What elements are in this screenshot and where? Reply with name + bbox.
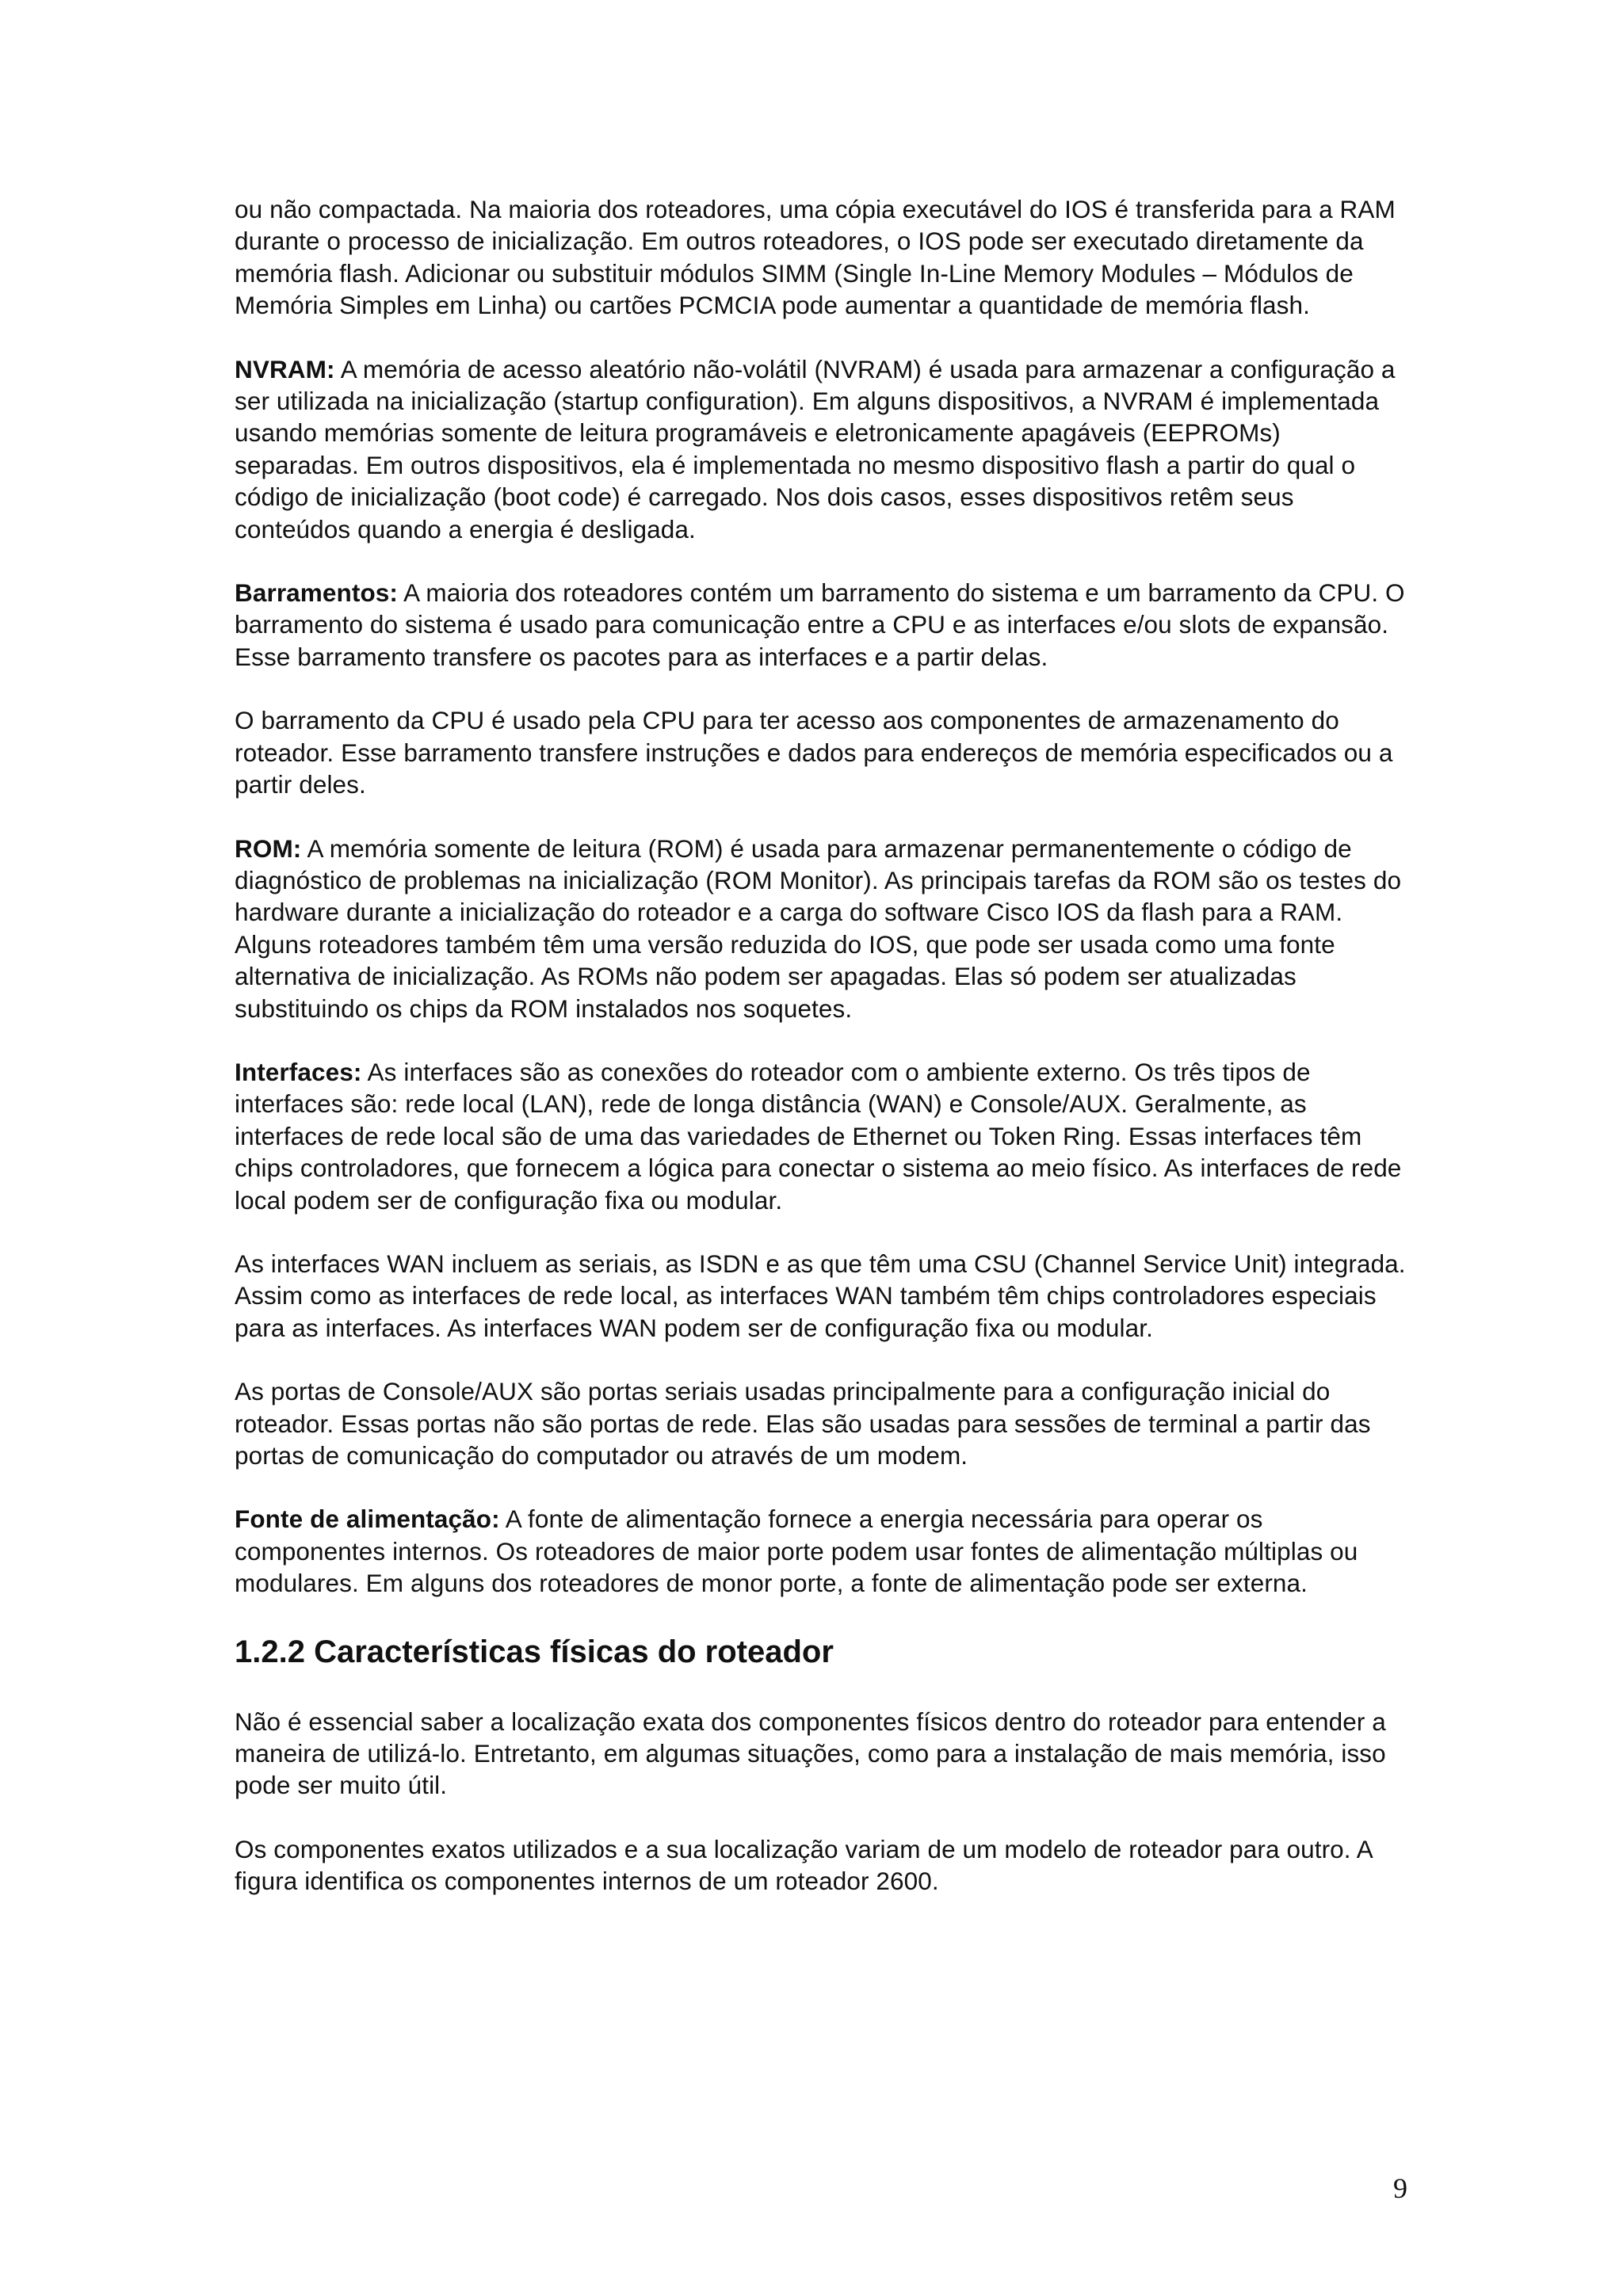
paragraph-text: A maioria dos roteadores contém um barramento do sistema e um barramento da CPU. O barramento do sistema é usado para comunicação entre a CPU e as interfaces e/ou slots de expansão. Esse barramento transfere os pacotes para as interfaces e a partir delas. [235, 578, 1405, 671]
paragraph-cpu-bus [235, 704, 1407, 800]
page-content [235, 193, 1407, 1929]
paragraph-text: As portas de Console/AUX são portas seriais usadas principalmente para a configuração inicial do roteador. Essas portas não são portas de rede. Elas são usadas para sessões de terminal a partir das portas de comunicação do computador ou através de um modem. [235, 1377, 1371, 1470]
paragraph-text: A memória somente de leitura (ROM) é usada para armazenar permanentemente o código de diagnóstico de problemas na inicialização (ROM Monitor). As principais tarefas da ROM são os testes do hardware durante a inicialização do roteador e a carga do software Cisco IOS da flash para a RAM. Alguns roteadores também têm uma versão reduzida do IOS, que pode ser usada como uma fonte alternativa de inicialização. As ROMs não podem ser apagadas. Elas só podem ser atualizadas substituindo os chips da ROM instalados nos soquetes. [235, 833, 1402, 1023]
paragraph-text: ou não compactada. Na maioria dos roteadores, uma cópia executável do IOS é transferida para a RAM durante o processo de inicialização. Em outros roteadores, o IOS pode ser executado diretamente da memória flash. Adicionar ou substituir módulos SIMM (Single In-Line Memory Modules – Módulos de Memória Simples em Linha) ou cartões PCMCIA pode aumentar a quantidade de memória flash. [235, 195, 1396, 320]
paragraph-wan-interfaces [235, 1248, 1407, 1344]
term-rom: ROM: [235, 833, 302, 863]
page-number: 9 [1393, 2172, 1407, 2204]
term-barramentos: Barramentos: [235, 578, 399, 608]
term-fonte-de-alimentacao: Fonte de alimentação: [235, 1505, 500, 1534]
paragraph-text: A memória de acesso aleatório não-volátil (NVRAM) é usada para armazenar a configuração a ser utilizada na inicialização (startup configuration). Em alguns dispositivos, a NVRAM é implementada usando memórias somente de leitura programáveis e eletronicamente apagáveis (EEPROMs) separadas. Em outros dispositivos, ela é implementada no mesmo dispositivo flash a partir do qual o código de inicialização (boot code) é carregado. Nos dois casos, esses dispositivos retêm seus conteúdos quando a energia é desligada. [235, 354, 1396, 543]
paragraph-console-aux [235, 1375, 1407, 1471]
paragraph-nvram [235, 353, 1407, 545]
section-heading: 1.2.2 Características físicas do roteador [235, 1634, 834, 1669]
term-interfaces: Interfaces: [235, 1057, 362, 1086]
paragraph-interfaces [235, 1056, 1407, 1216]
section-paragraph: Não é essencial saber a localização exata dos componentes físicos dentro do roteador para entender a maneira de utilizá-lo. Entretanto, em algumas situações, como para a instalação de mais memória, isso pode ser muito útil. [235, 1707, 1386, 1800]
paragraph-barramentos [235, 577, 1407, 673]
paragraph-text: As interfaces WAN incluem as seriais, as ISDN e as que têm uma CSU (Channel Service Unit) integrada. Assim como as interfaces de rede local, as interfaces WAN também têm chips controladores especiais para as interfaces. As interfaces WAN podem ser de configuração fixa ou modular. [235, 1249, 1406, 1342]
paragraph-flash-memory [235, 193, 1407, 322]
paragraph-rom [235, 833, 1407, 1024]
paragraph-text: As interfaces são as conexões do roteador com o ambiente externo. Os três tipos de interfaces são: rede local (LAN), rede de longa distância (WAN) e Console/AUX. Geralmente, as interfaces de rede local são de uma das variedades de Ethernet ou Token Ring. Essas interfaces têm chips controladores, que fornecem a lógica para conectar o sistema ao meio físico. As interfaces de rede local podem ser de configuração fixa ou modular. [235, 1057, 1402, 1215]
term-nvram: NVRAM: [235, 354, 335, 383]
paragraph-text: O barramento da CPU é usado pela CPU para ter acesso aos componentes de armazenamento do roteador. Esse barramento transfere instruções e dados para endereços de memória especificados ou a partir deles. [235, 706, 1393, 799]
paragraph-power-supply [235, 1503, 1407, 1599]
section-paragraph: Os componentes exatos utilizados e a sua localização variam de um modelo de roteador para outro. A figura identifica os componentes internos de um roteador 2600. [235, 1834, 1373, 1896]
paragraph-text: A fonte de alimentação fornece a energia necessária para operar os componentes internos. Os roteadores de maior porte podem usar fontes de alimentação múltiplas ou modulares. Em alguns dos roteadores de monor porte, a fonte de alimentação pode ser externa. [235, 1505, 1358, 1598]
